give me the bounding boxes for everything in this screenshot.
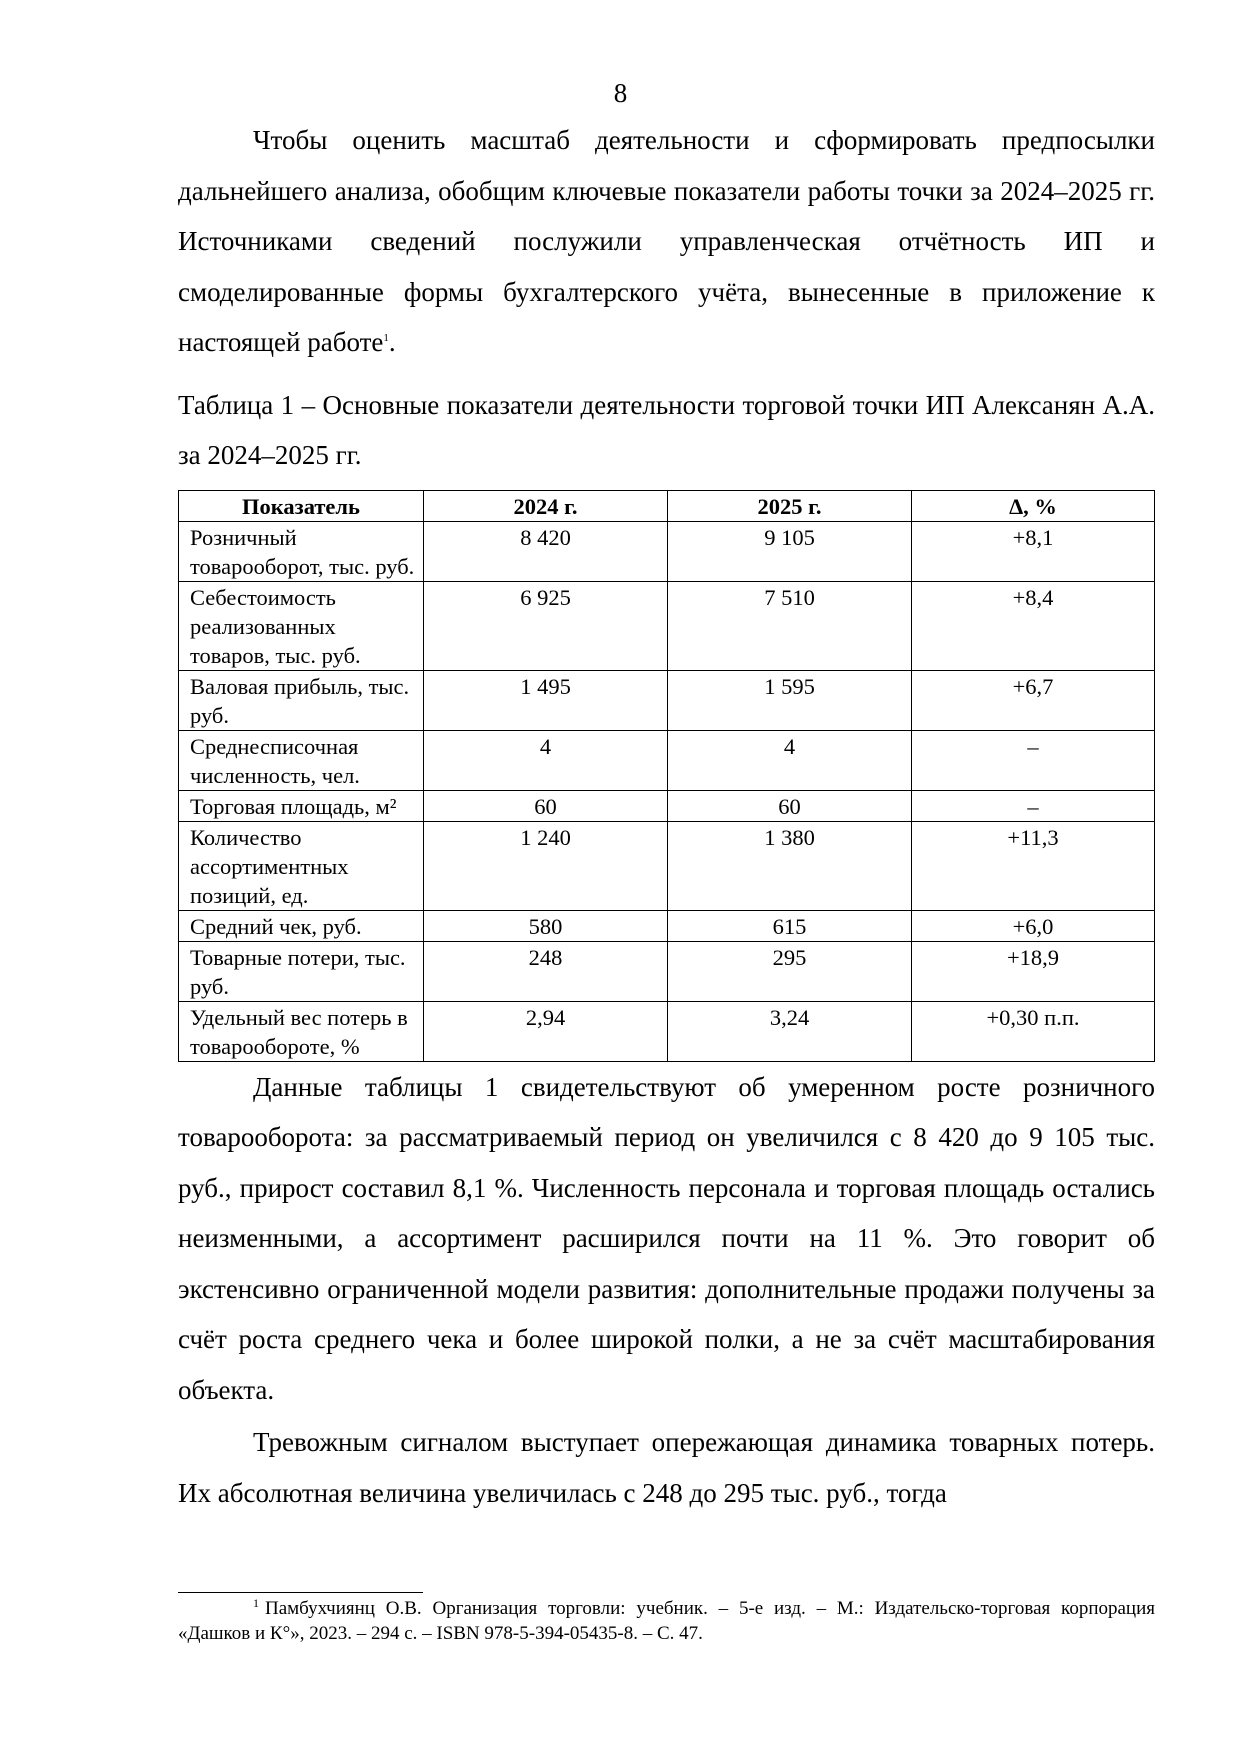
value-2024: 248 (424, 941, 668, 1001)
value-2024: 4 (424, 730, 668, 790)
header-2025: 2025 г. (668, 490, 912, 521)
value-delta: – (912, 730, 1155, 790)
row-label: Количество ассортиментных позиций, ед. (179, 821, 424, 910)
header-indicator: Показатель (179, 490, 424, 521)
row-label: Себестоимость реализованных товаров, тыс. руб. (179, 581, 424, 670)
value-delta: +8,1 (912, 521, 1155, 581)
value-2025: 295 (668, 941, 912, 1001)
intro-paragraph-text: Чтобы оценить масштаб деятельности и сформировать предпосылки дальнейшего анализа, обобщим ключевые показатели работы точки за 2024–2025 гг. Источниками сведений послужили управленческая отчётность ИП и смоделированные формы бухгалтерского учёта, вынесенные в приложение к настоящей работе (178, 125, 1155, 357)
table-header-row (179, 490, 1155, 521)
row-label: Удельный вес потерь в товарообороте, % (179, 1001, 424, 1061)
footnote (178, 1596, 1155, 1646)
table-row (179, 730, 1155, 790)
value-delta: +8,4 (912, 581, 1155, 670)
indicators-table (178, 490, 1155, 1062)
row-label: Розничный товарооборот, тыс. руб. (179, 521, 424, 581)
row-label: Среднесписочная численность, чел. (179, 730, 424, 790)
row-label: Средний чек, руб. (179, 910, 424, 941)
value-2025: 9 105 (668, 521, 912, 581)
value-2025: 1 380 (668, 821, 912, 910)
footnote-reference[interactable]: 1 (383, 332, 389, 344)
value-2025: 7 510 (668, 581, 912, 670)
value-2025: 4 (668, 730, 912, 790)
row-label: Валовая прибыль, тыс. руб. (179, 670, 424, 730)
table-row (179, 941, 1155, 1001)
value-delta: +18,9 (912, 941, 1155, 1001)
value-2024: 580 (424, 910, 668, 941)
table-row (179, 1001, 1155, 1061)
value-delta: – (912, 790, 1155, 821)
table-row (179, 581, 1155, 670)
table-row (179, 790, 1155, 821)
value-delta: +6,0 (912, 910, 1155, 941)
table-row (179, 521, 1155, 581)
footnote-number: 1 (253, 1595, 259, 1610)
value-2025: 60 (668, 790, 912, 821)
footnote-separator (178, 1592, 423, 1593)
value-2025: 615 (668, 910, 912, 941)
value-2024: 1 495 (424, 670, 668, 730)
table-caption: Таблица 1 – Основные показатели деятельности торговой точки ИП Алексанян А.А. за 2024–2025 гг. (178, 389, 1155, 470)
footnote-text: Памбухчиянц О.В. Организация торговли: учебник. – 5-е изд. – М.: Издательско-торговая корпорация «Дашков и К°», 2023. – 294 с. – ISBN 978-5-394-05435-8. – С. 47. (178, 1598, 1155, 1644)
header-2024: 2024 г. (424, 490, 668, 521)
table-row (179, 910, 1155, 941)
intro-paragraph-end: . (388, 327, 396, 357)
table-row (179, 670, 1155, 730)
value-2024: 6 925 (424, 581, 668, 670)
value-delta: +11,3 (912, 821, 1155, 910)
value-delta: +0,30 п.п. (912, 1001, 1155, 1061)
value-2024: 1 240 (424, 821, 668, 910)
value-2024: 2,94 (424, 1001, 668, 1061)
page-body (178, 115, 1155, 1518)
header-delta: Δ, % (912, 490, 1155, 521)
intro-paragraph (178, 115, 1155, 368)
analysis-paragraph: Данные таблицы 1 свидетельствуют об умеренном росте розничного товарооборота: за рассматриваемый период он увеличился с 8 420 до 9 105 тыс. руб., прирост составил 8,1 %. Численность персонала и торговая площадь остались неизменными, а ассортимент расширился почти на 11 %. Это говорит об экстенсивно ограниченной модели развития: дополнительные продажи получены за счёт роста среднего чека и более широкой полки, а не за счёт масштабирования объекта. (178, 1071, 1155, 1405)
page-number: 8 (613, 78, 628, 108)
row-label: Товарные потери, тыс. руб. (179, 941, 424, 1001)
row-label: Торговая площадь, м² (179, 790, 424, 821)
value-2024: 60 (424, 790, 668, 821)
value-2025: 1 595 (668, 670, 912, 730)
alarm-paragraph: Тревожным сигналом выступает опережающая динамика товарных потерь. Их абсолютная величина увеличилась с 248 до 295 тыс. руб., тогда (178, 1427, 1155, 1508)
value-delta: +6,7 (912, 670, 1155, 730)
value-2024: 8 420 (424, 521, 668, 581)
table-row (179, 821, 1155, 910)
value-2025: 3,24 (668, 1001, 912, 1061)
